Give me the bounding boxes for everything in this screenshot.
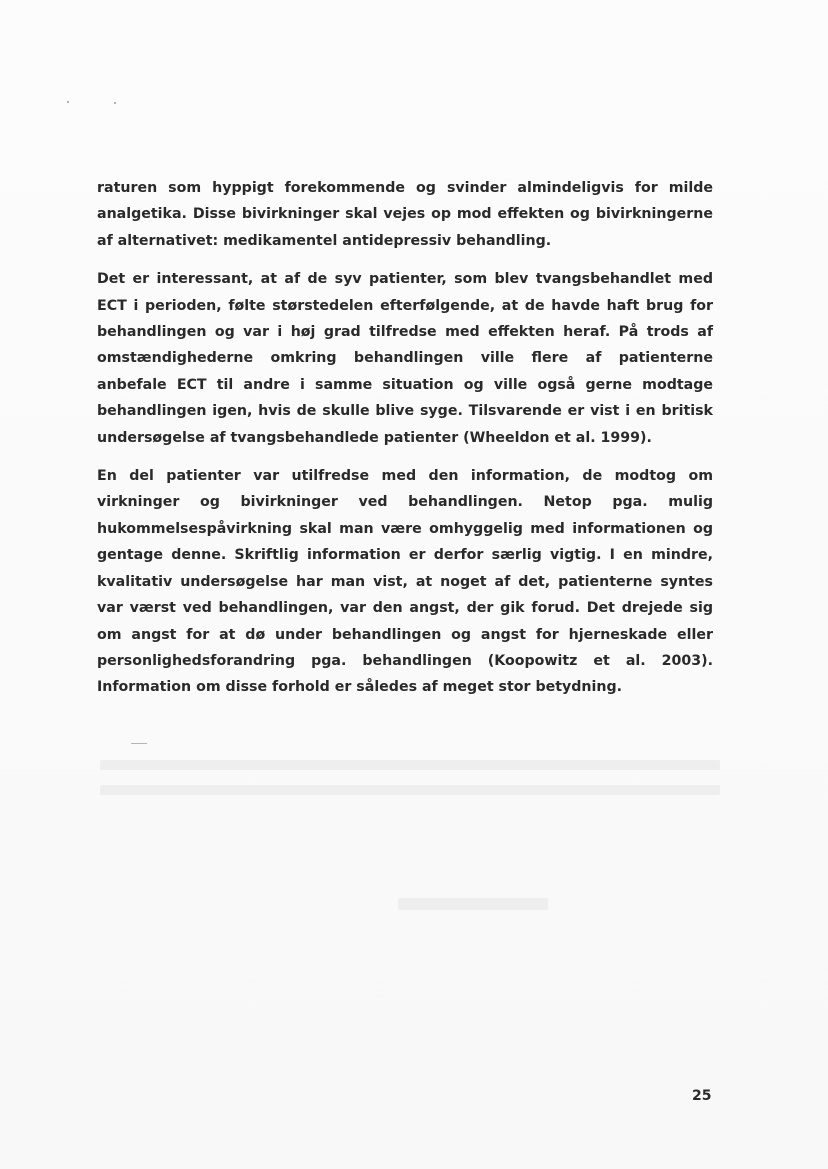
body-text <box>97 175 713 713</box>
paragraph-2: Det er interessant, at af de syv patienter, som blev tvangsbehandlet med ECT i perioden, følte størstedelen efterfølgende, at de havde haft brug for behandlingen og var i høj grad tilfredse med effekten heraf. På trods af omstændighederne omkring behandlingen ville flere af patienterne anbefale ECT til andre i samme situation og ville også gerne modtage behandlingen igen, hvis de skulle blive syge. Tilsvarende er vist i en britisk undersøgelse af tvangsbehandlede patienter (Wheeldon et al. 1999). <box>97 271 713 446</box>
show-through-mark <box>398 898 548 910</box>
scan-speck <box>67 101 69 103</box>
paragraph-1: raturen som hyppigt forekommende og svinder almindeligvis for milde analgetika. Disse bivirkninger skal vejes op mod effekten og bivirkningerne af alternativet: medikamentel antidepressiv behandling. <box>97 180 713 249</box>
paragraph-3: En del patienter var utilfredse med den information, de modtog om virkninger og bivirkninger ved behandlingen. Netop pga. mulig hukommelsespåvirkning skal man være omhyggelig med informationen og gentage denne. Skriftlig information er derfor særlig vigtig. I en mindre, kvalitativ undersøgelse har man vist, at noget af det, patienterne syntes var værst ved behandlingen, var den angst, der gik forud. Det drejede sig om angst for at dø under behandlingen og angst for hjerneskade eller personlighedsforandring pga. behandlingen (Koopowitz et al. 2003). Information om disse forhold er således af meget stor betydning. <box>97 468 713 696</box>
page-number: 25 <box>692 1088 712 1104</box>
scan-speck <box>114 102 116 104</box>
show-through-mark <box>100 760 720 770</box>
stray-dash-mark <box>131 743 147 744</box>
show-through-mark <box>100 785 720 795</box>
